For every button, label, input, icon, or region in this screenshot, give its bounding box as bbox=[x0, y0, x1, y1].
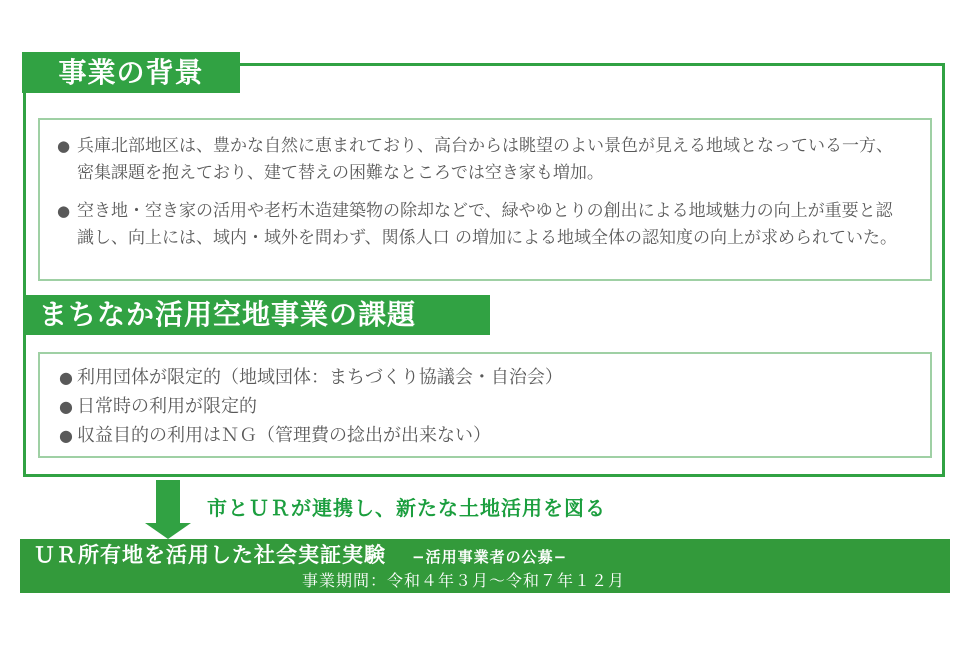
bullet-icon: ● bbox=[59, 368, 73, 387]
bullet-icon: ● bbox=[59, 426, 73, 445]
issues-bullet-1: 利用団体が限定的（地域団体：まちづくり協議会・自治会） bbox=[77, 367, 563, 388]
banner-period: 事業期間：令和４年３月〜令和７年１２月 bbox=[302, 571, 626, 590]
issues-bullets-box bbox=[38, 352, 932, 458]
bullet-icon: ● bbox=[59, 397, 73, 416]
background-bullet-1: 兵庫北部地区は、豊かな自然に恵まれており、高台からは眺望のよい景色が見える地域となっている一方、密集課題を抱えており、建て替えの困難なところでは空き家も増加。 bbox=[77, 136, 893, 183]
list-item bbox=[57, 133, 908, 187]
banner-subtitle: −活用事業者の公募− bbox=[412, 548, 568, 566]
section-title-background-label: 事業の背景 bbox=[58, 55, 204, 89]
bullet-icon: ● bbox=[57, 137, 71, 155]
issues-bullet-2: 日常時の利用が限定的 bbox=[77, 396, 257, 417]
down-arrow-icon bbox=[145, 523, 191, 539]
section-title-background bbox=[22, 52, 240, 93]
section-title-issues bbox=[23, 295, 490, 335]
result-banner-line1 bbox=[34, 543, 950, 569]
background-bullets-box bbox=[38, 118, 932, 281]
list-item bbox=[59, 392, 910, 421]
list-item bbox=[57, 198, 908, 252]
transition-label: 市とＵＲが連携し、新たな土地活用を図る bbox=[207, 496, 606, 520]
down-arrow-icon bbox=[156, 480, 180, 523]
section-title-issues-label: まちなか活用空地事業の課題 bbox=[39, 298, 417, 331]
bullet-icon: ● bbox=[57, 202, 71, 220]
background-bullet-2: 空き地・空き家の活用や老朽木造建築物の除却などで、緑やゆとりの創出による地域魅力の向上が重要と認識し、向上には、域内・域外を問わず、関係人口 の増加による地域全体の認知度の向上が求められていた。 bbox=[77, 201, 898, 248]
issues-bullet-3: 収益目的の利用はＮＧ（管理費の捻出が出来ない） bbox=[77, 425, 491, 446]
list-item bbox=[59, 363, 910, 392]
list-item bbox=[59, 421, 910, 450]
result-banner bbox=[20, 539, 950, 593]
banner-title: ＵＲ所有地を活用した社会実証実験 bbox=[34, 543, 386, 567]
